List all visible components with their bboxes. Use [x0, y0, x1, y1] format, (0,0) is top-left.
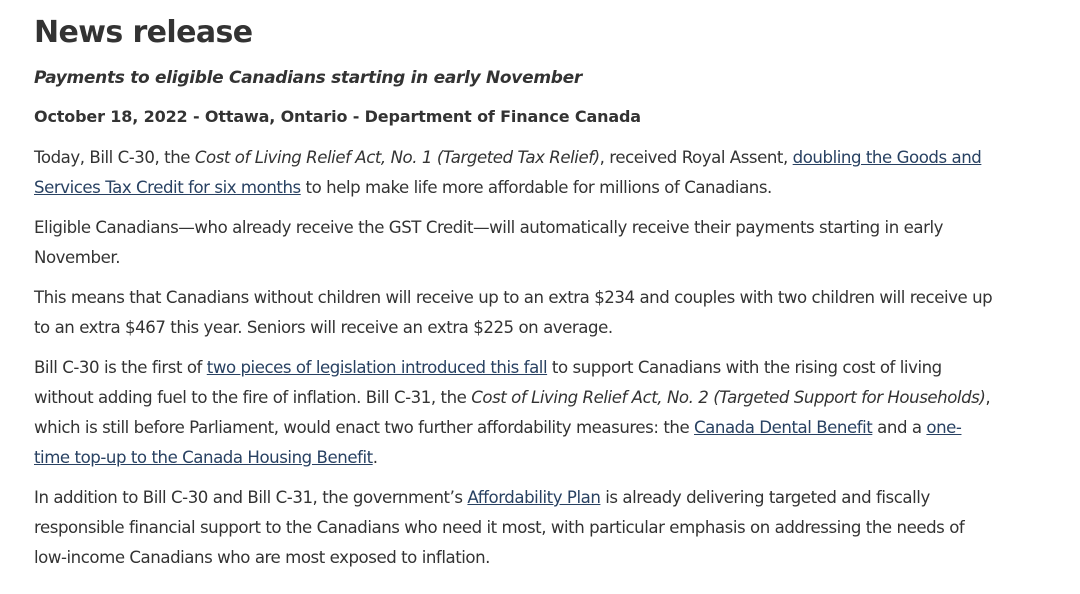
- page-title: News release: [34, 15, 253, 50]
- paragraph-affordability-plan: [34, 483, 964, 573]
- paragraph-line: [34, 443, 990, 473]
- housing-benefit-top-up-link-cont[interactable]: time top-up to the Canada Housing Benefit: [34, 448, 373, 467]
- text-segment: without adding fuel to the fire of inflation. Bill C-31, the: [34, 388, 472, 407]
- paragraph-line: to an extra $467 this year. Seniors will receive an extra $225 on average.: [34, 318, 613, 337]
- text-segment: Today, Bill C-30, the: [34, 148, 195, 167]
- news-subtitle: Payments to eligible Canadians starting in early November: [34, 68, 582, 88]
- act-title-c31: Cost of Living Relief Act, No. 2 (Targeted Support for Households): [471, 388, 986, 407]
- paragraph-line: low-income Canadians who are most exposed to inflation.: [34, 548, 491, 567]
- paragraph-line: [34, 143, 981, 173]
- text-segment: Bill C-30 is the first of: [34, 358, 207, 377]
- text-segment: In addition to Bill C-30 and Bill C-31, the government’s: [34, 488, 468, 507]
- paragraph-line: This means that Canadians without children will receive up to an extra $234 and couples with two children will receive up: [34, 288, 993, 307]
- two-pieces-legislation-link[interactable]: two pieces of legislation introduced this fall: [206, 358, 548, 377]
- paragraph-line: responsible financial support to the Canadians who need it most, with particular emphasis on addressing the needs of: [34, 518, 965, 537]
- text-segment: and a: [872, 418, 927, 437]
- paragraph-line: [34, 173, 981, 203]
- paragraph-line: November.: [34, 248, 121, 267]
- text-segment: .: [372, 448, 378, 467]
- paragraph-legislation: [34, 353, 990, 473]
- paragraph-royal-assent: [34, 143, 981, 203]
- dateline: October 18, 2022 - Ottawa, Ontario - Department of Finance Canada: [34, 107, 641, 126]
- text-segment: ,: [985, 388, 991, 407]
- paragraph-eligible-canadians: [34, 213, 943, 273]
- paragraph-line: Eligible Canadians—who already receive the GST Credit—will automatically receive their payments starting in early: [34, 218, 943, 237]
- gst-credit-doubling-link[interactable]: doubling the Goods and: [792, 148, 982, 167]
- text-segment: which is still before Parliament, would enact two further affordability measures: the: [34, 418, 695, 437]
- housing-benefit-top-up-link[interactable]: one-: [926, 418, 962, 437]
- text-segment: to support Canadians with the rising cost of living: [547, 358, 942, 377]
- paragraph-line: [34, 383, 990, 413]
- canada-dental-benefit-link[interactable]: Canada Dental Benefit: [694, 418, 873, 437]
- paragraph-payment-amounts: [34, 283, 992, 343]
- text-segment: , received Royal Assent,: [599, 148, 793, 167]
- text-segment: to help make life more affordable for millions of Canadians.: [300, 178, 772, 197]
- paragraph-line: [34, 483, 964, 513]
- text-segment: is already delivering targeted and fiscally: [600, 488, 930, 507]
- paragraph-line: [34, 353, 990, 383]
- paragraph-line: [34, 413, 990, 443]
- affordability-plan-link[interactable]: Affordability Plan: [467, 488, 601, 507]
- gst-credit-doubling-link-cont[interactable]: Services Tax Credit for six months: [34, 178, 301, 197]
- act-title-c30: Cost of Living Relief Act, No. 1 (Targeted Tax Relief): [194, 148, 600, 167]
